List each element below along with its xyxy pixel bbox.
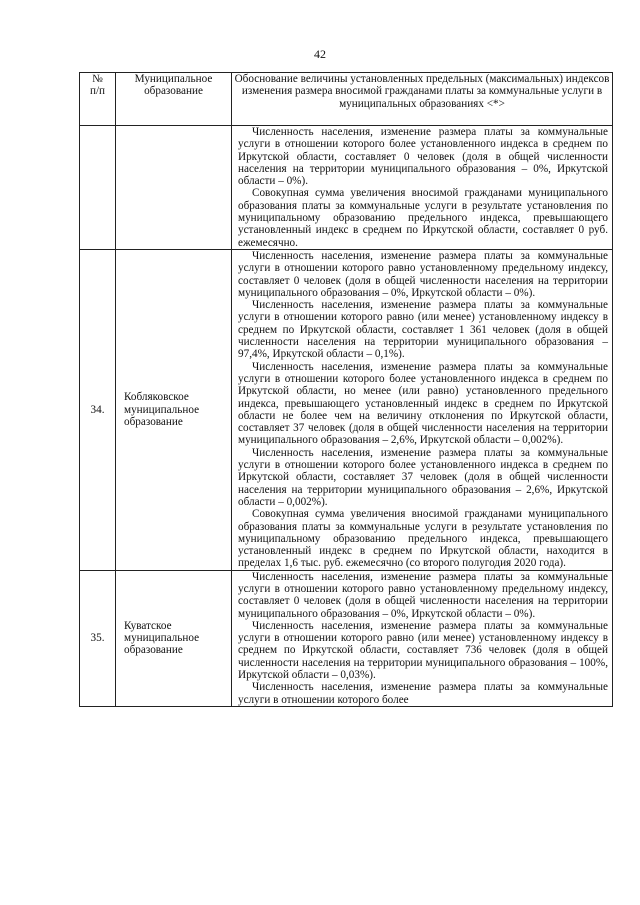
justification-paragraph: Численность населения, изменение размера платы за коммунальные услуги в отношении которого равно установленному предельному индексу, составляет 0 человек (доля в общей численности населения на территории муниципального образования – 0%, Иркутской области – 0%). (238, 570, 608, 620)
row-municipality: Кобляковское муниципальное образование (116, 249, 232, 570)
row-justification (232, 126, 613, 250)
page-number: 42 (314, 47, 326, 61)
justification-paragraph: Численность населения, изменение размера платы за коммунальные услуги в отношении которого более установленного индекса в среднем по Иркутской области, но менее (или равно) установленного предельного индекса, превышающего установленный индекс в среднем по Иркутской области не более чем на величину отклонения по Иркутской области, составляет 37 человек (доля в общей численности населения на территории муниципального образования – 2,6%, Иркутской области – 0,002%). (238, 360, 608, 447)
justification-paragraph: Совокупная сумма увеличения вносимой гражданами муниципального образования платы за коммунальные услуги в результате установления по муниципальному образованию предельного индекса, превышающего установленный индекс в среднем по Иркутской области, находится в пределах 1,6 тыс. руб. ежемесячно (со второго полугодия 2020 года). (238, 508, 608, 570)
justification-paragraph: Численность населения, изменение размера платы за коммунальные услуги в отношении которого равно (или менее) установленному индексу в среднем по Иркутской области, составляет 736 человек (доля в общей численности населения на территории муниципального образования – 100%, Иркутской области – 0,03%). (238, 619, 608, 682)
justification-paragraph: Совокупная сумма увеличения вносимой гражданами муниципального образования платы за коммунальные услуги в результате установления по муниципальному образованию предельного индекса, превышающего установленный индекс в среднем по Иркутской области, составляет 0 руб. ежемесячно. (238, 187, 608, 249)
row-justification (232, 570, 613, 706)
row-municipality: Куватское муниципальное образование (116, 570, 232, 706)
justification-paragraph: Численность населения, изменение размера платы за коммунальные услуги в отношении которого равно (или менее) установленному индексу в среднем по Иркутской области, составляет 1 361 человек (доля в общей численности населения на территории муниципального образования – 97,4%, Иркутской области – 0,1%). (238, 299, 608, 361)
table-header-row (80, 73, 613, 126)
header-num: № п/п (80, 73, 116, 126)
justification-table (79, 72, 613, 707)
row-number: 35. (80, 570, 116, 706)
header-justification: Обоснование величины установленных предельных (максимальных) индексов изменения размера вносимой гражданами платы за коммунальные услуги в муниципальных образованиях <*> (232, 73, 613, 126)
justification-paragraph: Численность населения, изменение размера платы за коммунальные услуги в отношении которого более (238, 681, 608, 706)
row-number (80, 126, 116, 250)
row-number: 34. (80, 249, 116, 570)
justification-paragraph: Численность населения, изменение размера платы за коммунальные услуги в отношении которого равно установленному предельному индексу, составляет 0 человек (доля в общей численности населения на территории муниципального образования – 0%, Иркутской области – 0%). (238, 249, 608, 299)
row-municipality (116, 126, 232, 250)
table-row (80, 570, 613, 706)
justification-paragraph: Численность населения, изменение размера платы за коммунальные услуги в отношении которого более установленного индекса в среднем по Иркутской области, составляет 37 человек (доля в общей численности населения на территории муниципального образования – 2,6%, Иркутской области – 0,002%). (238, 446, 608, 508)
table-row (80, 249, 613, 570)
table-row (80, 126, 613, 250)
row-justification (232, 249, 613, 570)
header-municipality: Муниципальное образование (116, 73, 232, 126)
justification-paragraph: Численность населения, изменение размера платы за коммунальные услуги в отношении которого более установленного индекса в среднем по Иркутской области, составляет 0 человек (доля в общей численности населения на территории муниципального образования – 0%, Иркутской области – 0%). (238, 126, 608, 188)
